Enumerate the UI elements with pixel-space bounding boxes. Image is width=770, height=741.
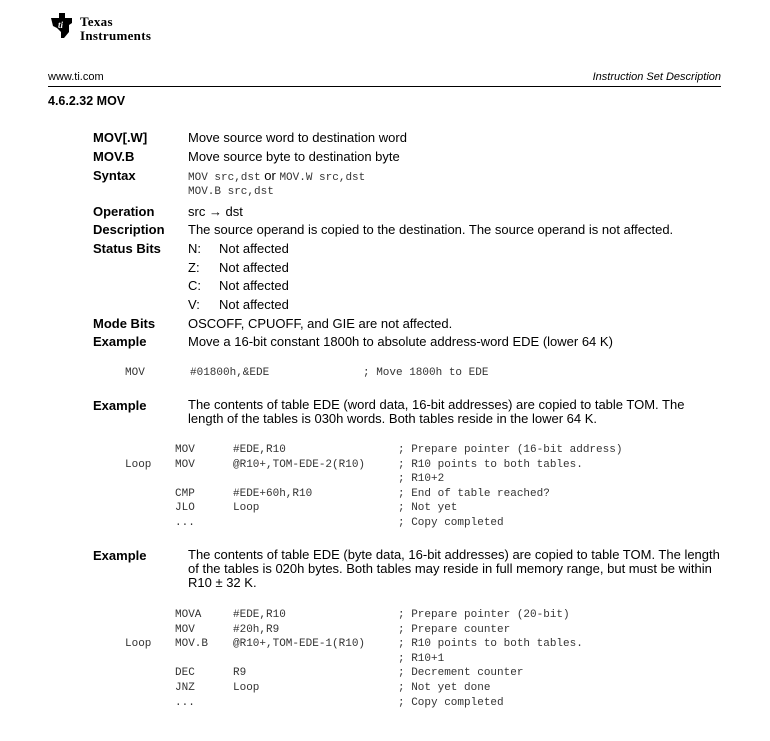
syntax-or: or [264, 168, 276, 183]
logo-text-line2: Instruments [80, 28, 152, 43]
code-comment: ; End of table reached? [398, 487, 550, 500]
code-comment: ; R10+1 [398, 652, 445, 665]
code-op: ... [175, 517, 195, 529]
def-label-mov-w: MOV[.W] [93, 130, 148, 145]
website-link[interactable]: www.ti.com [48, 71, 104, 83]
status-flag-n: N: [188, 241, 201, 256]
code-operands: #EDE,R10 [233, 444, 286, 456]
code-comment: ; Prepare pointer (20-bit) [398, 609, 570, 621]
status-flag-z: Z: [188, 260, 200, 275]
code-comment: ; Not yet done [398, 682, 491, 694]
status-flag-v: V: [188, 297, 200, 312]
code-operands: R9 [233, 667, 247, 680]
logo-text-line1: Texas [80, 14, 113, 29]
code-op: DEC [175, 667, 195, 680]
code-op: MOV [175, 458, 195, 471]
code-operands: Loop [233, 682, 260, 694]
code-op: MOV [175, 444, 195, 456]
code-operands: @R10+,TOM-EDE-2(R10) [233, 458, 366, 471]
description-label: Description [93, 222, 165, 237]
doc-section-title: Instruction Set Description [592, 71, 721, 83]
code-comment: ; Copy completed [398, 696, 504, 709]
code-comment: ; Prepare counter [398, 623, 511, 636]
example3-label: Example [93, 548, 147, 563]
syntax-mov-w: MOV.W src,dst [279, 172, 366, 184]
code-op: ... [175, 696, 195, 709]
code-op: MOV [175, 623, 195, 636]
code-operands: #EDE+60h,R10 [233, 487, 313, 500]
status-bits-label: Status Bits [93, 241, 161, 256]
status-text-v: Not affected [219, 297, 289, 312]
code-comment: ; R10+2 [398, 473, 445, 486]
example2-text: The contents of table EDE (word data, 16-bit addresses) are copied to table TOM. The length of the tables is 030h words. Both tables reside in the lower 64 K. [188, 397, 685, 426]
example3-text: The contents of table EDE (byte data, 16-bit addresses) are copied to table TOM. The length of the tables is 020h bytes. Both tables may reside in full memory range, but must be within R10 ± 32 K. [188, 547, 720, 590]
example1-text: Move a 16-bit constant 1800h to absolute address-word EDE (lower 64 K) [188, 334, 613, 349]
syntax-mov: MOV src,dst [188, 172, 261, 184]
section-title: 4.6.2.32 MOV [48, 94, 126, 108]
code-op: JLO [175, 502, 195, 515]
description-text: The source operand is copied to the destination. The source operand is not affected. [188, 222, 674, 237]
example2-label: Example [93, 398, 147, 413]
syntax-line2: MOV.B src,dst [188, 186, 274, 198]
example1-code-operands: #01800h,&EDE [190, 367, 270, 379]
ti-logo [50, 12, 190, 42]
code-comment: ; Not yet [398, 502, 458, 515]
syntax-label: Syntax [93, 168, 136, 183]
code-comment: ; Prepare pointer (16-bit address) [398, 444, 623, 456]
operation-text: src → dst [188, 204, 243, 219]
code-op: MOV.B [175, 638, 209, 651]
mode-bits-text: OSCOFF, CPUOFF, and GIE are not affected. [188, 316, 453, 331]
status-text-c: Not affected [219, 278, 289, 293]
code-comment: ; R10 points to both tables. [398, 458, 583, 471]
ti-logo-icon [50, 12, 76, 40]
code-operands: #20h,R9 [233, 623, 280, 636]
code-comment: ; Copy completed [398, 517, 504, 529]
code-operands: Loop [233, 502, 260, 515]
code-comment: ; Decrement counter [398, 667, 524, 680]
def-text-mov-w: Move source word to destination word [188, 130, 407, 145]
header-divider [48, 86, 721, 87]
code-operands: #EDE,R10 [233, 609, 286, 621]
status-flag-c: C: [188, 278, 201, 293]
code-comment: ; R10 points to both tables. [398, 638, 583, 651]
code-lbl: Loop [125, 458, 152, 471]
syntax-line1 [188, 168, 365, 184]
code-lbl: Loop [125, 638, 152, 651]
svg-text:ti: ti [58, 20, 64, 30]
example1-label: Example [93, 334, 147, 349]
code-operands: @R10+,TOM-EDE-1(R10) [233, 638, 366, 651]
example1-code-comment: ; Move 1800h to EDE [363, 367, 489, 379]
def-text-mov-b: Move source byte to destination byte [188, 149, 400, 164]
status-text-z: Not affected [219, 260, 289, 275]
code-op: CMP [175, 487, 195, 500]
code-op: MOVA [175, 609, 202, 621]
def-label-mov-b: MOV.B [93, 149, 135, 164]
status-text-n: Not affected [219, 241, 289, 256]
mode-bits-label: Mode Bits [93, 316, 156, 331]
code-op: JNZ [175, 682, 195, 694]
example1-code-op: MOV [125, 367, 145, 379]
operation-label: Operation [93, 204, 155, 219]
